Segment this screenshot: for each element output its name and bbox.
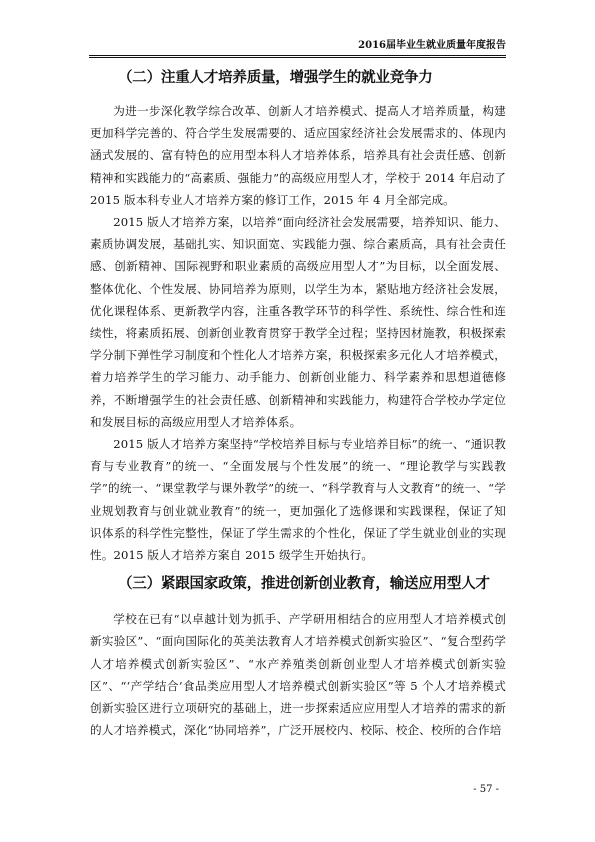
- section-heading-2: （二）注重人才培养质量，增强学生的就业竞争力: [118, 70, 433, 86]
- page-body: [90, 66, 506, 741]
- header-double-rule: [89, 55, 506, 58]
- body-paragraph: 2015 版人才培养方案，以培养“面向经济社会发展需要，培养知识、能力、素质协调发展，基础扎实、知识面宽、实践能力强、综合素质高，具有社会责任感、创新精神、国际视野和职业素质的高级应用型人才”为目标，以全面发展、整体优化、个性发展、协同培养为原则，以学生为本，紧贴地方经济社会发展，优化课程体系、更新教学内容，注重各教学环节的科学性、系统性、综合性和连续性，将素质拓展、创新创业教育贯穿于教学全过程；坚持因材施教，积极探索学分制下弹性学习制度和个性化人才培养方案，积极探索多元化人才培养模式，着力培养学生的学习能力、动手能力、创新创业能力、科学素养和思想道德修养，不断增强学生的社会责任感、创新精神和实践能力，构建符合学校办学定位和发展目标的高级应用型人才培养体系。: [90, 215, 506, 429]
- body-paragraph: 为进一步深化教学综合改革、创新人才培养模式、提高人才培养质量，构建更加科学完善的、符合学生发展需要的、适应国家经济社会发展需求的、体现内涵式发展的、富有特色的应用型本科人才培养体系，培养具有社会责任感、创新精神和实践能力的“高素质、强能力”的高级应用型人才，学校于 2014 年启动了 2015 版本科专业人才培养方案的修订工作，2015 年 4 月全部完成。: [90, 104, 506, 207]
- section-heading-3: （三）紧跟国家政策，推进创新创业教育，输送应用型人才: [118, 576, 490, 593]
- page-number: - 57 -: [473, 784, 499, 795]
- body-paragraph: 学校在已有“以卓越计划为抓手、产学研用相结合的应用型人才培养模式创新实验区”、“面向国际化的英美法教育人才培养模式创新实验区”、“复合型药学人才培养模式创新实验区”、“水产养殖类创新创业型人才培养模式创新实验区”、“‘产学结合’食品类应用型人才培养模式创新实验区”等 5 个人才培养模式创新实验区进行立项研究的基础上，进一步探索适应应用型人才培养的需求的新的人才培养模式，深化“协同培养”，广泛开展校内、校际、校企、校所的合作培: [90, 612, 506, 738]
- report-title: 2016届毕业生就业质量年度报告: [358, 40, 506, 51]
- body-paragraph: 2015 版人才培养方案坚持“学校培养目标与专业培养目标”的统一、“通识教育与专业教育”的统一、“全面发展与个性发展”的统一、“理论教学与实践教学”的统一、“课堂教学与课外教学”的统一、“科学教育与人文教育”的统一、“学业规划教育与创业就业教育”的统一，更加强化了选修课和实践课程，保证了知识体系的科学性完整性，保证了学生需求的个性化，保证了学生就业创业的实现性。2015 版人才培养方案自 2015 级学生开始执行。: [90, 437, 506, 563]
- running-header: [89, 32, 506, 58]
